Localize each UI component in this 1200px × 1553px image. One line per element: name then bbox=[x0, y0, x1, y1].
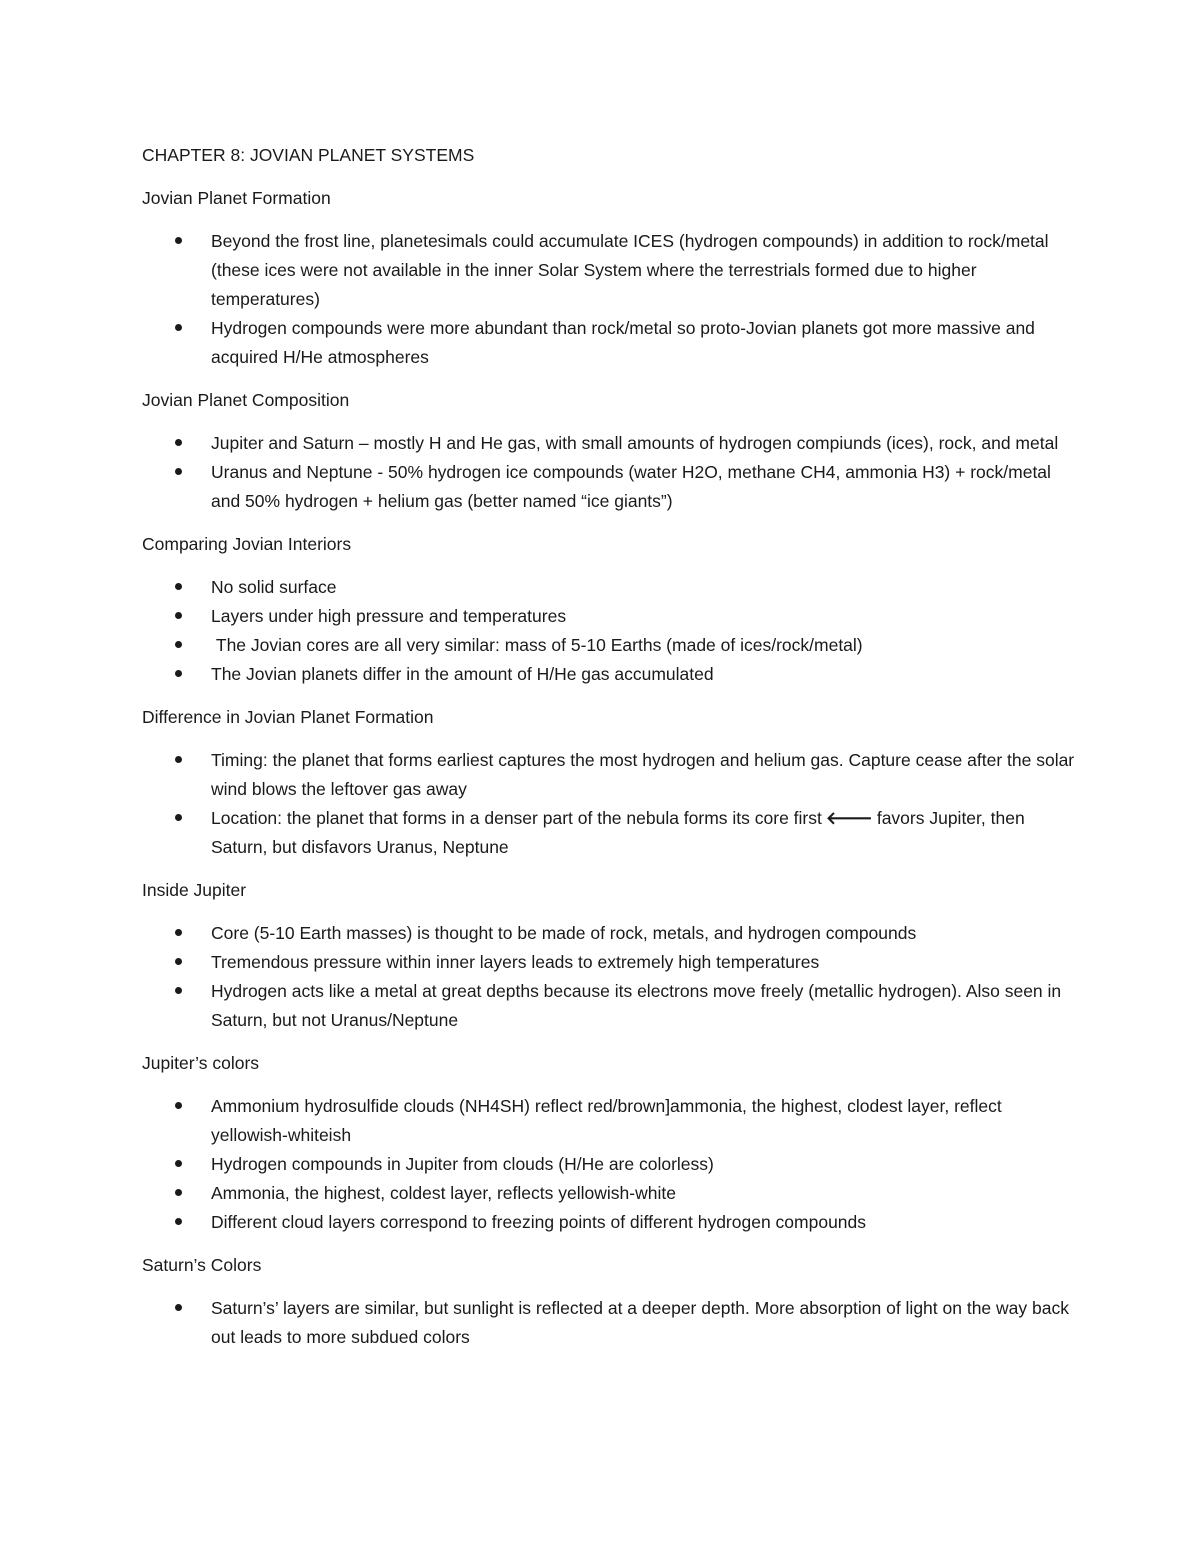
list-item-text: The Jovian cores are all very similar: mass of 5-10 Earths (made of ices/rock/metal) bbox=[211, 635, 863, 655]
bullet-list bbox=[142, 1294, 1082, 1352]
bullet-icon bbox=[175, 612, 182, 619]
list-item bbox=[142, 602, 1082, 631]
list-item bbox=[142, 660, 1082, 689]
bullet-list bbox=[142, 573, 1082, 689]
list-item bbox=[142, 1179, 1082, 1208]
bullet-icon bbox=[175, 641, 182, 648]
section-difference-in-formation bbox=[142, 703, 1082, 862]
section-heading: Jovian Planet Composition bbox=[142, 390, 350, 410]
section-heading: Comparing Jovian Interiors bbox=[142, 534, 352, 554]
list-item bbox=[142, 1294, 1082, 1352]
list-item bbox=[142, 1208, 1082, 1237]
list-item-text: No solid surface bbox=[211, 577, 337, 597]
document-page bbox=[142, 141, 1082, 1366]
bullet-icon bbox=[175, 1304, 182, 1311]
bullet-icon bbox=[175, 670, 182, 677]
list-item bbox=[142, 1092, 1082, 1150]
section-jupiters-colors bbox=[142, 1049, 1082, 1237]
list-item bbox=[142, 919, 1082, 948]
list-item-text: Ammonia, the highest, coldest layer, reflects yellowish-white bbox=[211, 1183, 676, 1203]
section-comparing-jovian-interiors bbox=[142, 530, 1082, 689]
list-item bbox=[142, 227, 1082, 314]
list-item-text: Tremendous pressure within inner layers leads to extremely high temperatures bbox=[211, 952, 820, 972]
bullet-icon bbox=[175, 814, 182, 821]
bullet-list bbox=[142, 429, 1082, 516]
list-item-text: favors Jupiter, then Saturn, but disfavors Uranus, Neptune bbox=[211, 808, 1025, 857]
bullet-icon bbox=[175, 583, 182, 590]
list-item bbox=[142, 314, 1082, 372]
section-heading: Jupiter’s colors bbox=[142, 1053, 260, 1073]
bullet-icon bbox=[175, 237, 182, 244]
list-item-text: Layers under high pressure and temperatures bbox=[211, 606, 567, 626]
bullet-icon bbox=[175, 987, 182, 994]
bullet-icon bbox=[175, 1189, 182, 1196]
list-item bbox=[142, 458, 1082, 516]
bullet-icon bbox=[175, 1218, 182, 1225]
list-item-text: Timing: the planet that forms earliest captures the most hydrogen and helium gas. Capture cease after the solar wind blows the leftover gas away bbox=[211, 750, 1075, 799]
list-item-text: Uranus and Neptune - 50% hydrogen ice compounds (water H2O, methane CH4, ammonia H3) + rock/metal and 50% hydrogen + helium gas (better named “ice giants”) bbox=[211, 462, 1051, 511]
bullet-list bbox=[142, 1092, 1082, 1237]
list-item bbox=[142, 804, 1082, 862]
bullet-icon bbox=[175, 756, 182, 763]
bullet-icon bbox=[175, 439, 182, 446]
section-heading: Jovian Planet Formation bbox=[142, 188, 331, 208]
list-item bbox=[142, 746, 1082, 804]
list-item-text: Different cloud layers correspond to freezing points of different hydrogen compounds bbox=[211, 1212, 867, 1232]
list-item-text: Location: the planet that forms in a denser part of the nebula forms its core first bbox=[211, 808, 822, 828]
list-item bbox=[142, 948, 1082, 977]
section-inside-jupiter bbox=[142, 876, 1082, 1035]
list-item-text: The Jovian planets differ in the amount of H/He gas accumulated bbox=[211, 664, 714, 684]
list-item-text: Hydrogen compounds were more abundant than rock/metal so proto-Jovian planets got more massive and acquired H/He atmospheres bbox=[211, 318, 1035, 367]
list-item bbox=[142, 429, 1082, 458]
bullet-list bbox=[142, 919, 1082, 1035]
bullet-icon bbox=[175, 958, 182, 965]
section-saturns-colors bbox=[142, 1251, 1082, 1352]
list-item-text: Hydrogen acts like a metal at great depths because its electrons move freely (metallic hydrogen). Also seen in Saturn, but not Uranus/Neptune bbox=[211, 981, 1062, 1030]
list-item-text: Beyond the frost line, planetesimals could accumulate ICES (hydrogen compounds) in addition to rock/metal (these ices were not available in the inner Solar System where the terrestrials formed due to higher temperatures) bbox=[211, 231, 1049, 309]
section-heading: Saturn’s Colors bbox=[142, 1255, 262, 1275]
list-item-text: Saturn’s’ layers are similar, but sunlight is reflected at a deeper depth. More absorption of light on the way back out leads to more subdued colors bbox=[211, 1298, 1069, 1347]
section-jovian-planet-formation bbox=[142, 184, 1082, 372]
list-item-text: Hydrogen compounds in Jupiter from clouds (H/He are colorless) bbox=[211, 1154, 714, 1174]
list-item bbox=[142, 631, 1082, 660]
bullet-list bbox=[142, 746, 1082, 862]
list-item-text: Core (5-10 Earth masses) is thought to be made of rock, metals, and hydrogen compounds bbox=[211, 923, 917, 943]
section-heading: Difference in Jovian Planet Formation bbox=[142, 707, 434, 727]
list-item bbox=[142, 977, 1082, 1035]
list-item bbox=[142, 573, 1082, 602]
bullet-icon bbox=[175, 1102, 182, 1109]
list-item bbox=[142, 1150, 1082, 1179]
bullet-icon bbox=[175, 929, 182, 936]
bullet-list bbox=[142, 227, 1082, 372]
section-heading: Inside Jupiter bbox=[142, 880, 247, 900]
left-arrow-icon: 🡐 bbox=[825, 808, 873, 828]
bullet-icon bbox=[175, 324, 182, 331]
bullet-icon bbox=[175, 468, 182, 475]
list-item-text: Ammonium hydrosulfide clouds (NH4SH) reflect red/brown]ammonia, the highest, clodest layer, reflect yellowish-whiteish bbox=[211, 1096, 1002, 1145]
list-item-text: Jupiter and Saturn – mostly H and He gas, with small amounts of hydrogen compiunds (ices), rock, and metal bbox=[211, 433, 1059, 453]
bullet-icon bbox=[175, 1160, 182, 1167]
section-jovian-planet-composition bbox=[142, 386, 1082, 516]
document-title: CHAPTER 8: JOVIAN PLANET SYSTEMS bbox=[142, 145, 475, 165]
